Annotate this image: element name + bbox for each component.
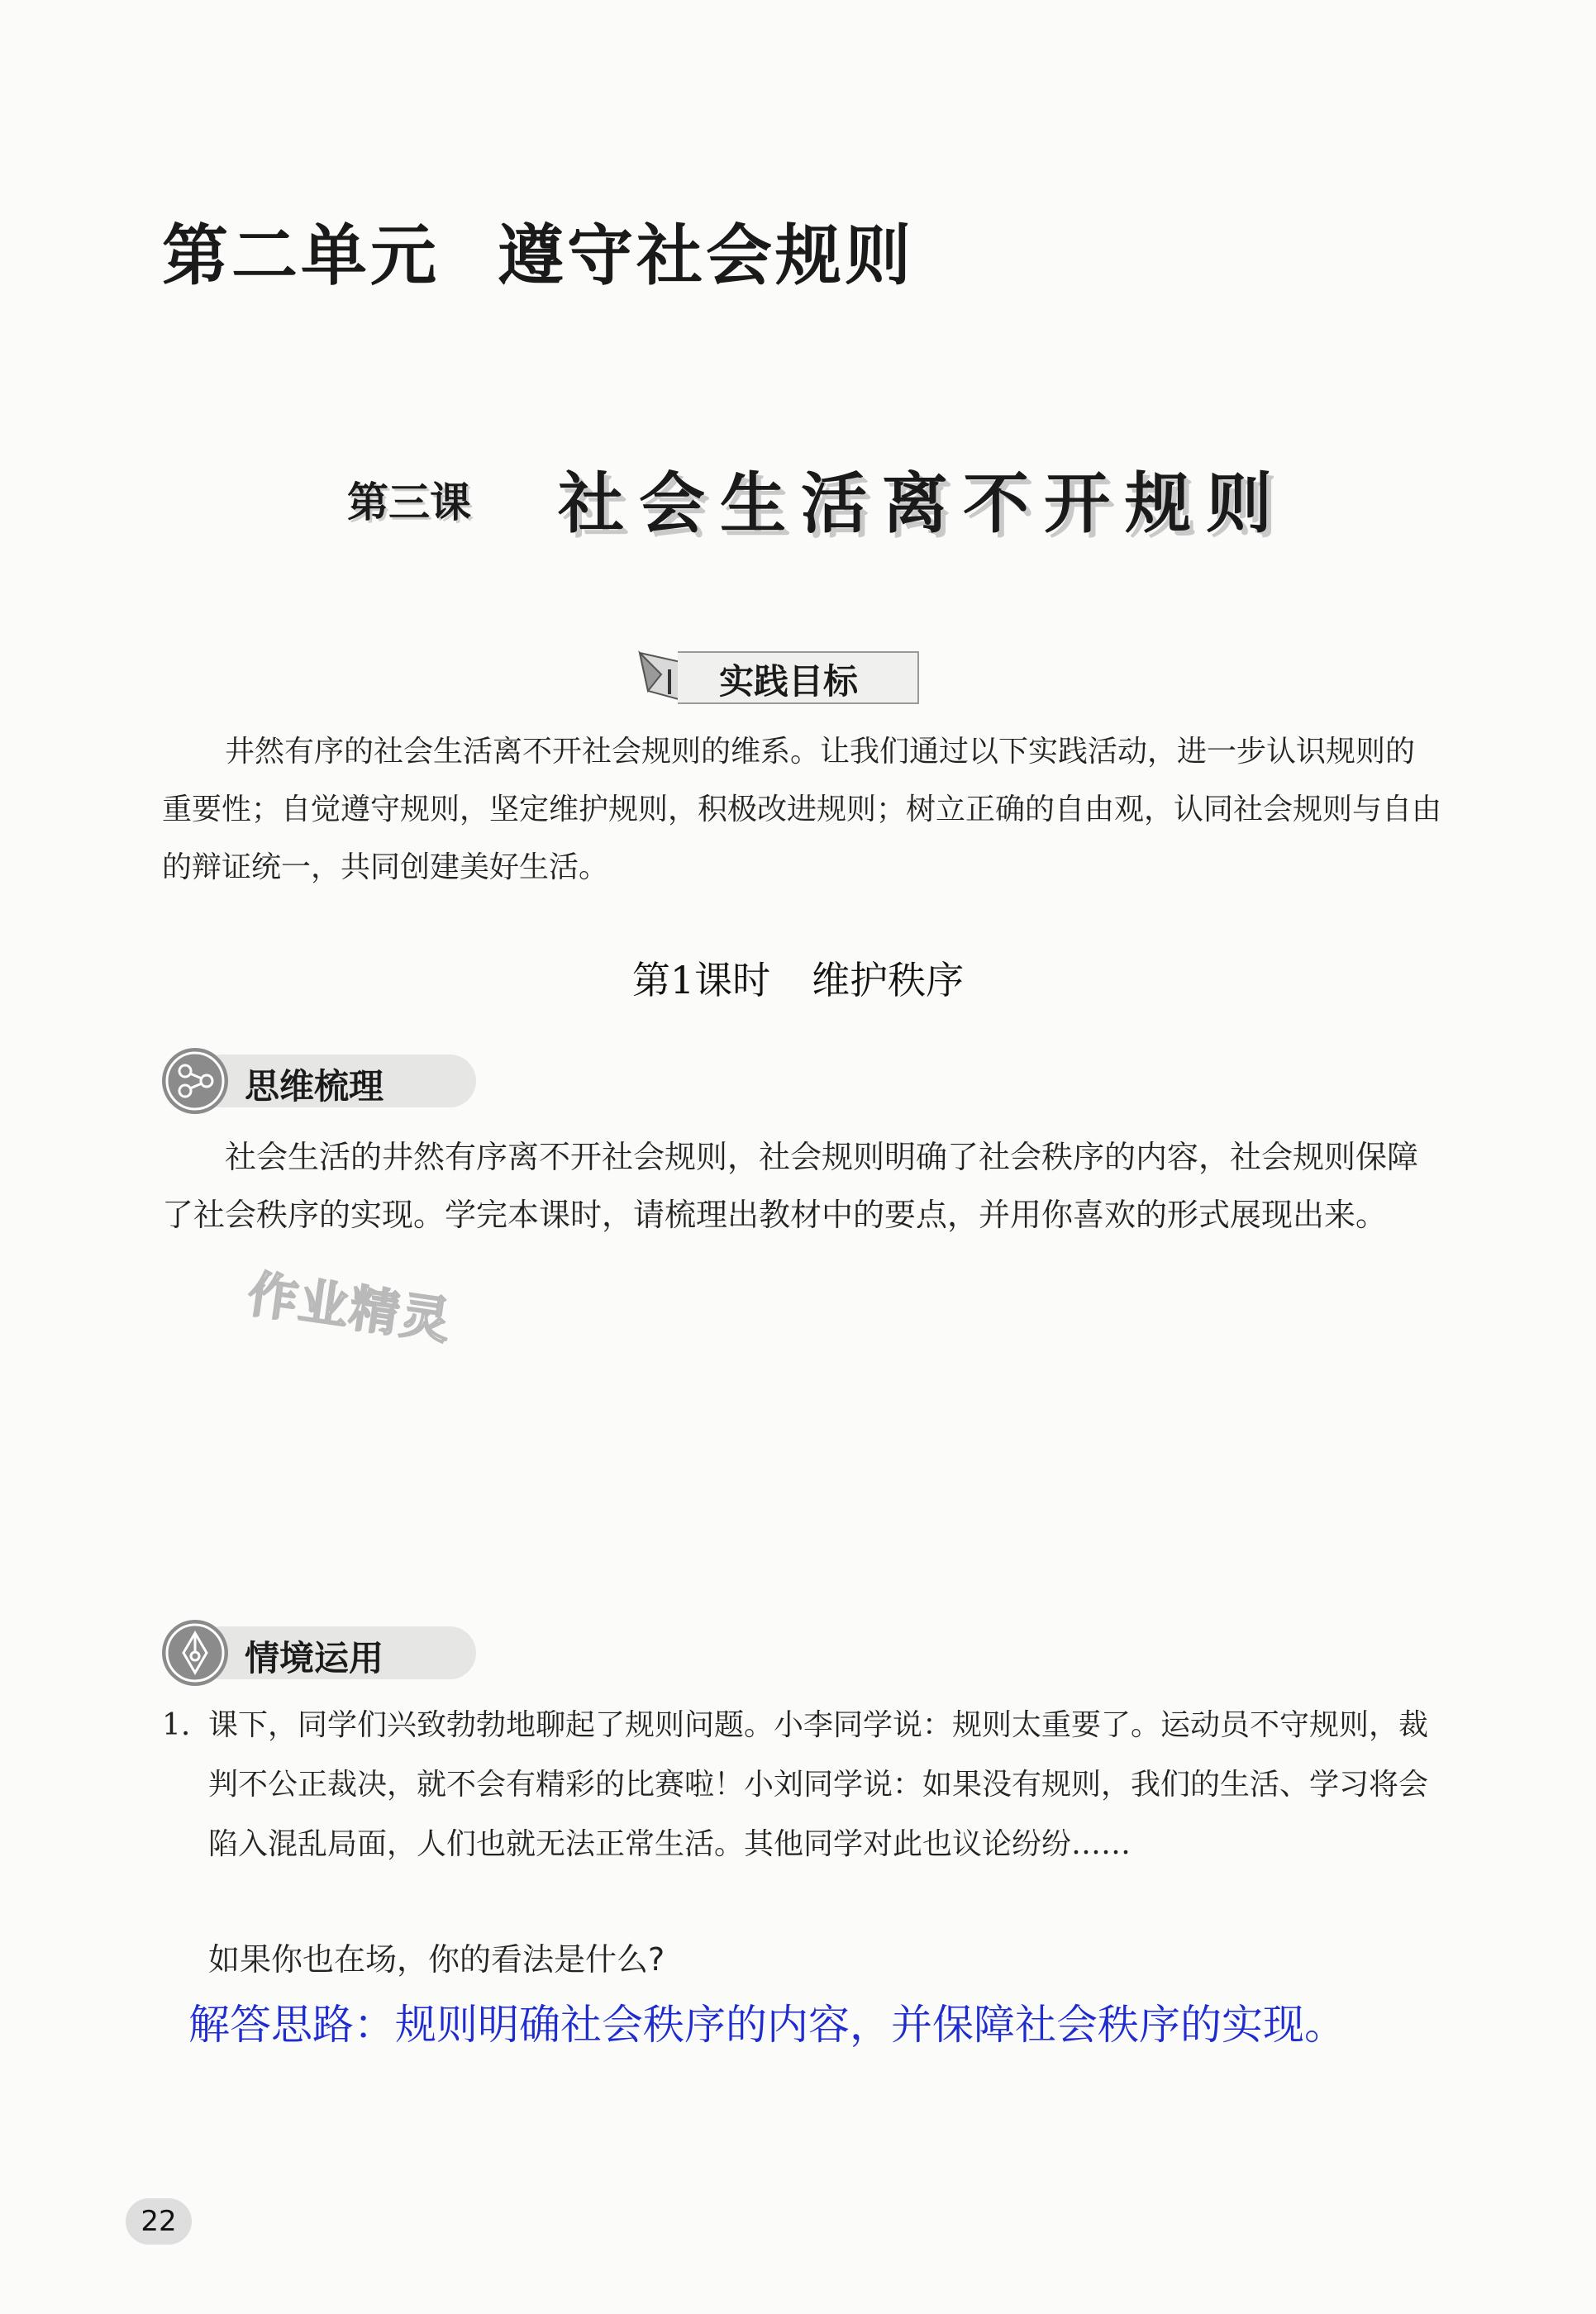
watermark: 作业精灵: [244, 1265, 455, 1351]
practice-goal-text: 井然有序的社会生活离不开社会规则的维系。让我们通过以下实践活动，进一步认识规则的重要性；自觉遵守规则，坚定维护规则，积极改进规则；树立正确的自由观，认同社会规则与自由的辩证统一，共同创建美好生活。: [162, 735, 1442, 884]
thinking-text: 社会生活的井然有序离不开社会规则，社会规则明确了社会秩序的内容，社会规则保障了社会秩序的实现。学完本课时，请梳理出教材中的要点，并用你喜欢的形式展现出来。: [162, 1139, 1419, 1233]
practice-goal-banner: [636, 646, 926, 707]
lesson-title: 社会生活离不开规则: [558, 464, 1287, 542]
period-title: [0, 950, 1596, 1005]
period-name: 维护秩序: [812, 958, 965, 1002]
thinking-heading: 思维梳理: [245, 1066, 384, 1107]
question-text: 课下，同学们兴致勃勃地聊起了规则问题。小李同学说：规则太重要了。运动员不守规则，裁判不公正裁决，就不会有精彩的比赛啦！小刘同学说：如果没有规则，我们的生活、学习将会陷入混乱局面，人们也就无法正常生活。其他同学对此也议论纷纷……: [208, 1708, 1429, 1861]
question-number: 1.: [162, 1708, 191, 1742]
practice-goal-heading: 实践目标: [719, 661, 859, 702]
unit-name: 遵守社会规则: [498, 217, 914, 294]
application-heading: 情境运用: [245, 1638, 384, 1678]
page-number: 22: [126, 2198, 192, 2245]
question-1: [162, 1696, 1451, 1874]
unit-prefix: 第二单元: [162, 217, 440, 294]
mind-map-icon: [162, 1048, 228, 1114]
answer-text: 解答思路：规则明确社会秩序的内容，并保障社会秩序的实现。: [188, 2001, 1346, 2049]
pen-tool-icon: [162, 1620, 228, 1686]
lesson-label: 第三课: [347, 479, 471, 526]
question-prompt: 如果你也在场，你的看法是什么?: [208, 1941, 665, 1978]
period-number: 第1课时: [631, 958, 771, 1002]
unit-title: [162, 202, 914, 298]
